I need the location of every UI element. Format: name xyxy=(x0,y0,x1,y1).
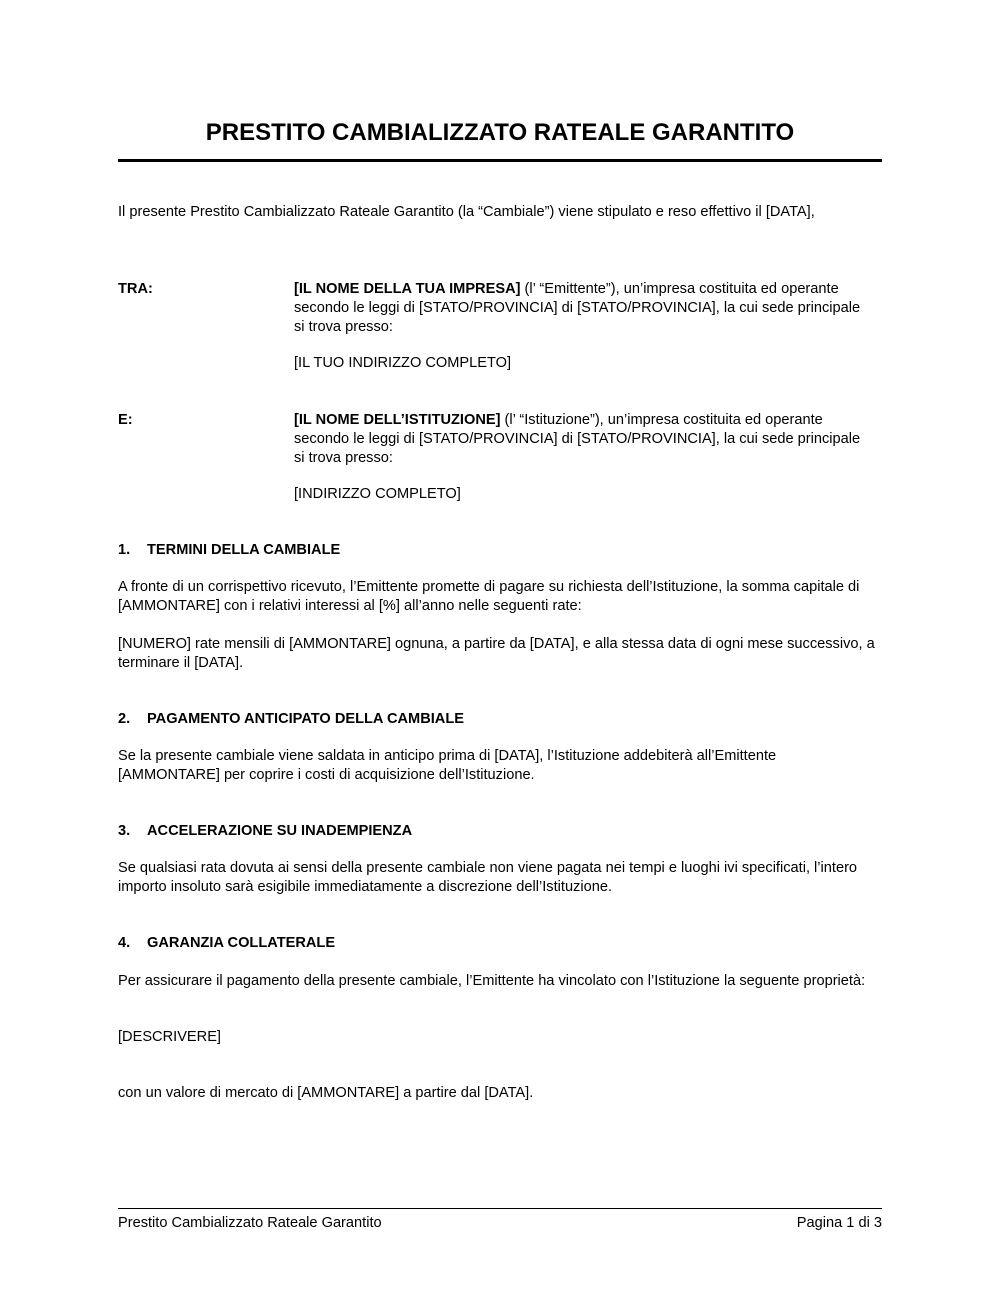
footer-document-name: Prestito Cambializzato Rateale Garantito xyxy=(118,1215,382,1231)
section-heading-4 xyxy=(118,934,335,953)
section-paragraph: Se la presente cambiale viene saldata in anticipo prima di [DATA], l’Istituzione addebiterà all’Emittente [AMMONTARE] per coprire i costi di acquisizione dell’Istituzione. xyxy=(118,748,777,783)
party-name: [IL NOME DELL’ISTITUZIONE] xyxy=(294,412,501,428)
party-text: (l’ “Istituzione”), un’impresa costituita ed operante secondo le leggi di [STATO/PROVINCIA] di [STATO/PROVINCIA], la cui sede principale si trova presso: xyxy=(294,412,861,466)
party-description-issuer xyxy=(294,280,874,337)
document-title: PRESTITO CAMBIALIZZATO RATEALE GARANTITO xyxy=(205,119,795,146)
footer-page-number: Pagina 1 di 3 xyxy=(796,1215,882,1231)
section-number: 3. xyxy=(118,823,131,839)
intro-paragraph: Il presente Prestito Cambializzato Rateale Garantito (la “Cambiale”) viene stipulato e reso effettivo il [DATA], xyxy=(118,204,815,220)
section-number: 4. xyxy=(118,935,131,951)
party-text: (l’ “Emittente”), un’impresa costituita ed operante secondo le leggi di [STATO/PROVINCIA] di [STATO/PROVINCIA], la cui sede principale si trova presso: xyxy=(294,281,861,335)
section-heading-text: PAGAMENTO ANTICIPATO DELLA CAMBIALE xyxy=(147,711,464,727)
footer-divider xyxy=(118,1208,882,1209)
section-heading-1 xyxy=(118,541,340,560)
section-heading-text: TERMINI DELLA CAMBIALE xyxy=(147,542,341,558)
section-heading-text: GARANZIA COLLATERALE xyxy=(147,935,336,951)
section-heading-text: ACCELERAZIONE SU INADEMPIENZA xyxy=(147,823,413,839)
section-paragraph: A fronte di un corrispettivo ricevuto, l’Emittente promette di pagare su richiesta dell’Istituzione, la somma capitale di [AMMONTARE] con i relativi interessi al [%] all’anno nelle seguenti rate: xyxy=(118,579,860,614)
section-paragraph: con un valore di mercato di [AMMONTARE] a partire dal [DATA]. xyxy=(118,1085,534,1101)
party-description-institution xyxy=(294,411,874,468)
section-number: 2. xyxy=(118,711,131,727)
party-address: [INDIRIZZO COMPLETO] xyxy=(294,486,461,502)
party-name: [IL NOME DELLA TUA IMPRESA] xyxy=(294,281,521,297)
party-label-e: E: xyxy=(118,412,133,428)
section-heading-3 xyxy=(118,822,412,841)
section-paragraph: [NUMERO] rate mensili di [AMMONTARE] ognuna, a partire da [DATA], e alla stessa data di ogni mese successivo, a terminare il [DATA]. xyxy=(118,636,875,671)
section-heading-2 xyxy=(118,710,464,729)
title-divider xyxy=(118,159,882,162)
party-address: [IL TUO INDIRIZZO COMPLETO] xyxy=(294,355,512,371)
section-paragraph: [DESCRIVERE] xyxy=(118,1029,221,1045)
section-number: 1. xyxy=(118,542,131,558)
section-paragraph: Per assicurare il pagamento della presente cambiale, l’Emittente ha vincolato con l’Istituzione la seguente proprietà: xyxy=(118,973,866,989)
section-paragraph: Se qualsiasi rata dovuta ai sensi della presente cambiale non viene pagata nei tempi e luoghi ivi specificati, l’intero importo insoluto sarà esigibile immediatamente a discrezione dell’Istituzione. xyxy=(118,860,858,895)
party-label-tra: TRA: xyxy=(118,281,153,297)
